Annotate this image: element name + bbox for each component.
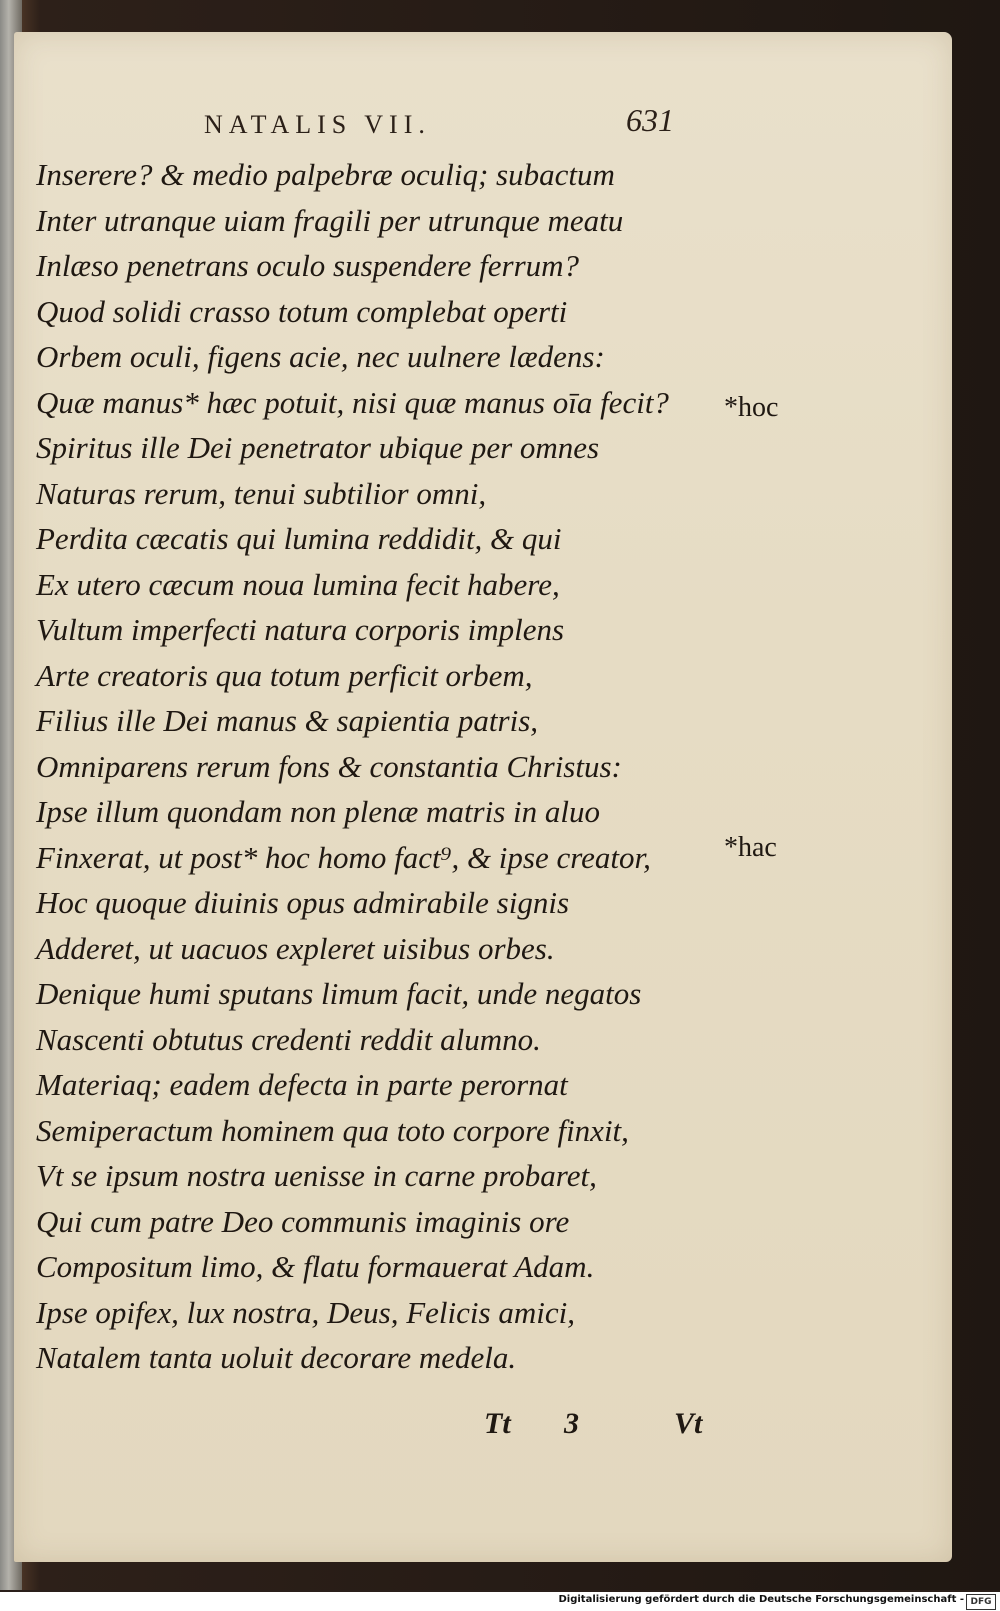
dfg-logo: DFG: [966, 1594, 996, 1610]
verse-line: Inter utranque uiam fragili per utrunque meatu: [36, 202, 624, 238]
book-page: [14, 32, 952, 1562]
verse-line: Naturas rerum, tenui subtilior omni,: [36, 475, 487, 511]
verse-line: Quæ manus* hæc potuit, nisi quæ manus oīa fecit?: [36, 384, 669, 420]
verse-line: Inlæso penetrans oculo suspendere ferrum?: [36, 248, 580, 283]
verse-line: Ex utero cæcum noua lumina fecit habere,: [36, 566, 560, 602]
funding-credit: Digitalisierung gefördert durch die Deutsche Forschungsgemeinschaft -: [558, 1594, 964, 1605]
running-head: NATALIS VII.: [204, 110, 431, 139]
verse-line: Quod solidi crasso totum complebat operti: [36, 293, 568, 329]
verse-line: Omniparens rerum fons & constantia Christus:: [36, 748, 622, 784]
verse-line: Inserere? & medio palpebræ oculiq; subactum: [36, 157, 615, 192]
verse-line: Ipse illum quondam non plenæ matris in aluo: [36, 794, 601, 829]
verse-line: Nascenti obtutus credenti reddit alumno.: [36, 1021, 541, 1057]
verse-line: Orbem oculi, figens acie, nec uulnere lædens:: [36, 339, 605, 374]
verse-line: Semiperactum hominem qua toto corpore finxit,: [36, 1112, 629, 1148]
verse-line: Natalem tanta uoluit decorare medela.: [36, 1340, 517, 1375]
verse-line: Materiaq; eadem defecta in parte perornat: [36, 1067, 568, 1102]
margin-note: *hac: [724, 832, 777, 863]
verse-line: Vultum imperfecti natura corporis implens: [36, 612, 565, 647]
digitization-footer: [0, 1592, 1000, 1611]
verse-line: Finxerat, ut post* hoc homo fact⁹, & ipse creator,: [36, 839, 651, 875]
signature-mark: Tt: [484, 1407, 511, 1440]
verse-line: Vt se ipsum nostra uenisse in carne probaret,: [36, 1158, 597, 1193]
verse-line: Denique humi sputans limum facit, unde negatos: [36, 976, 642, 1011]
verse-line: Qui cum patre Deo communis imaginis ore: [36, 1203, 570, 1239]
verse-line: Perdita cæcatis qui lumina reddidit, & qui: [36, 521, 562, 556]
verse-line: Arte creatoris qua totum perficit orbem,: [36, 657, 533, 693]
verse-line: Filius ille Dei manus & sapientia patris,: [36, 703, 539, 738]
verse-line: Spiritus ille Dei penetrator ubique per omnes: [36, 430, 600, 465]
verse-text: [36, 152, 796, 1381]
verse-line: Adderet, ut uacuos expleret uisibus orbes.: [36, 930, 555, 966]
margin-note: *hoc: [724, 392, 779, 423]
signature-number: 3: [564, 1407, 579, 1440]
verse-line: Hoc quoque diuinis opus admirabile signis: [36, 885, 570, 920]
page-number: 631: [626, 102, 674, 138]
verse-line: Compositum limo, & flatu formauerat Adam.: [36, 1249, 595, 1284]
catchword: Vt: [674, 1407, 703, 1440]
verse-line: Ipse opifex, lux nostra, Deus, Felicis amici,: [36, 1294, 575, 1330]
